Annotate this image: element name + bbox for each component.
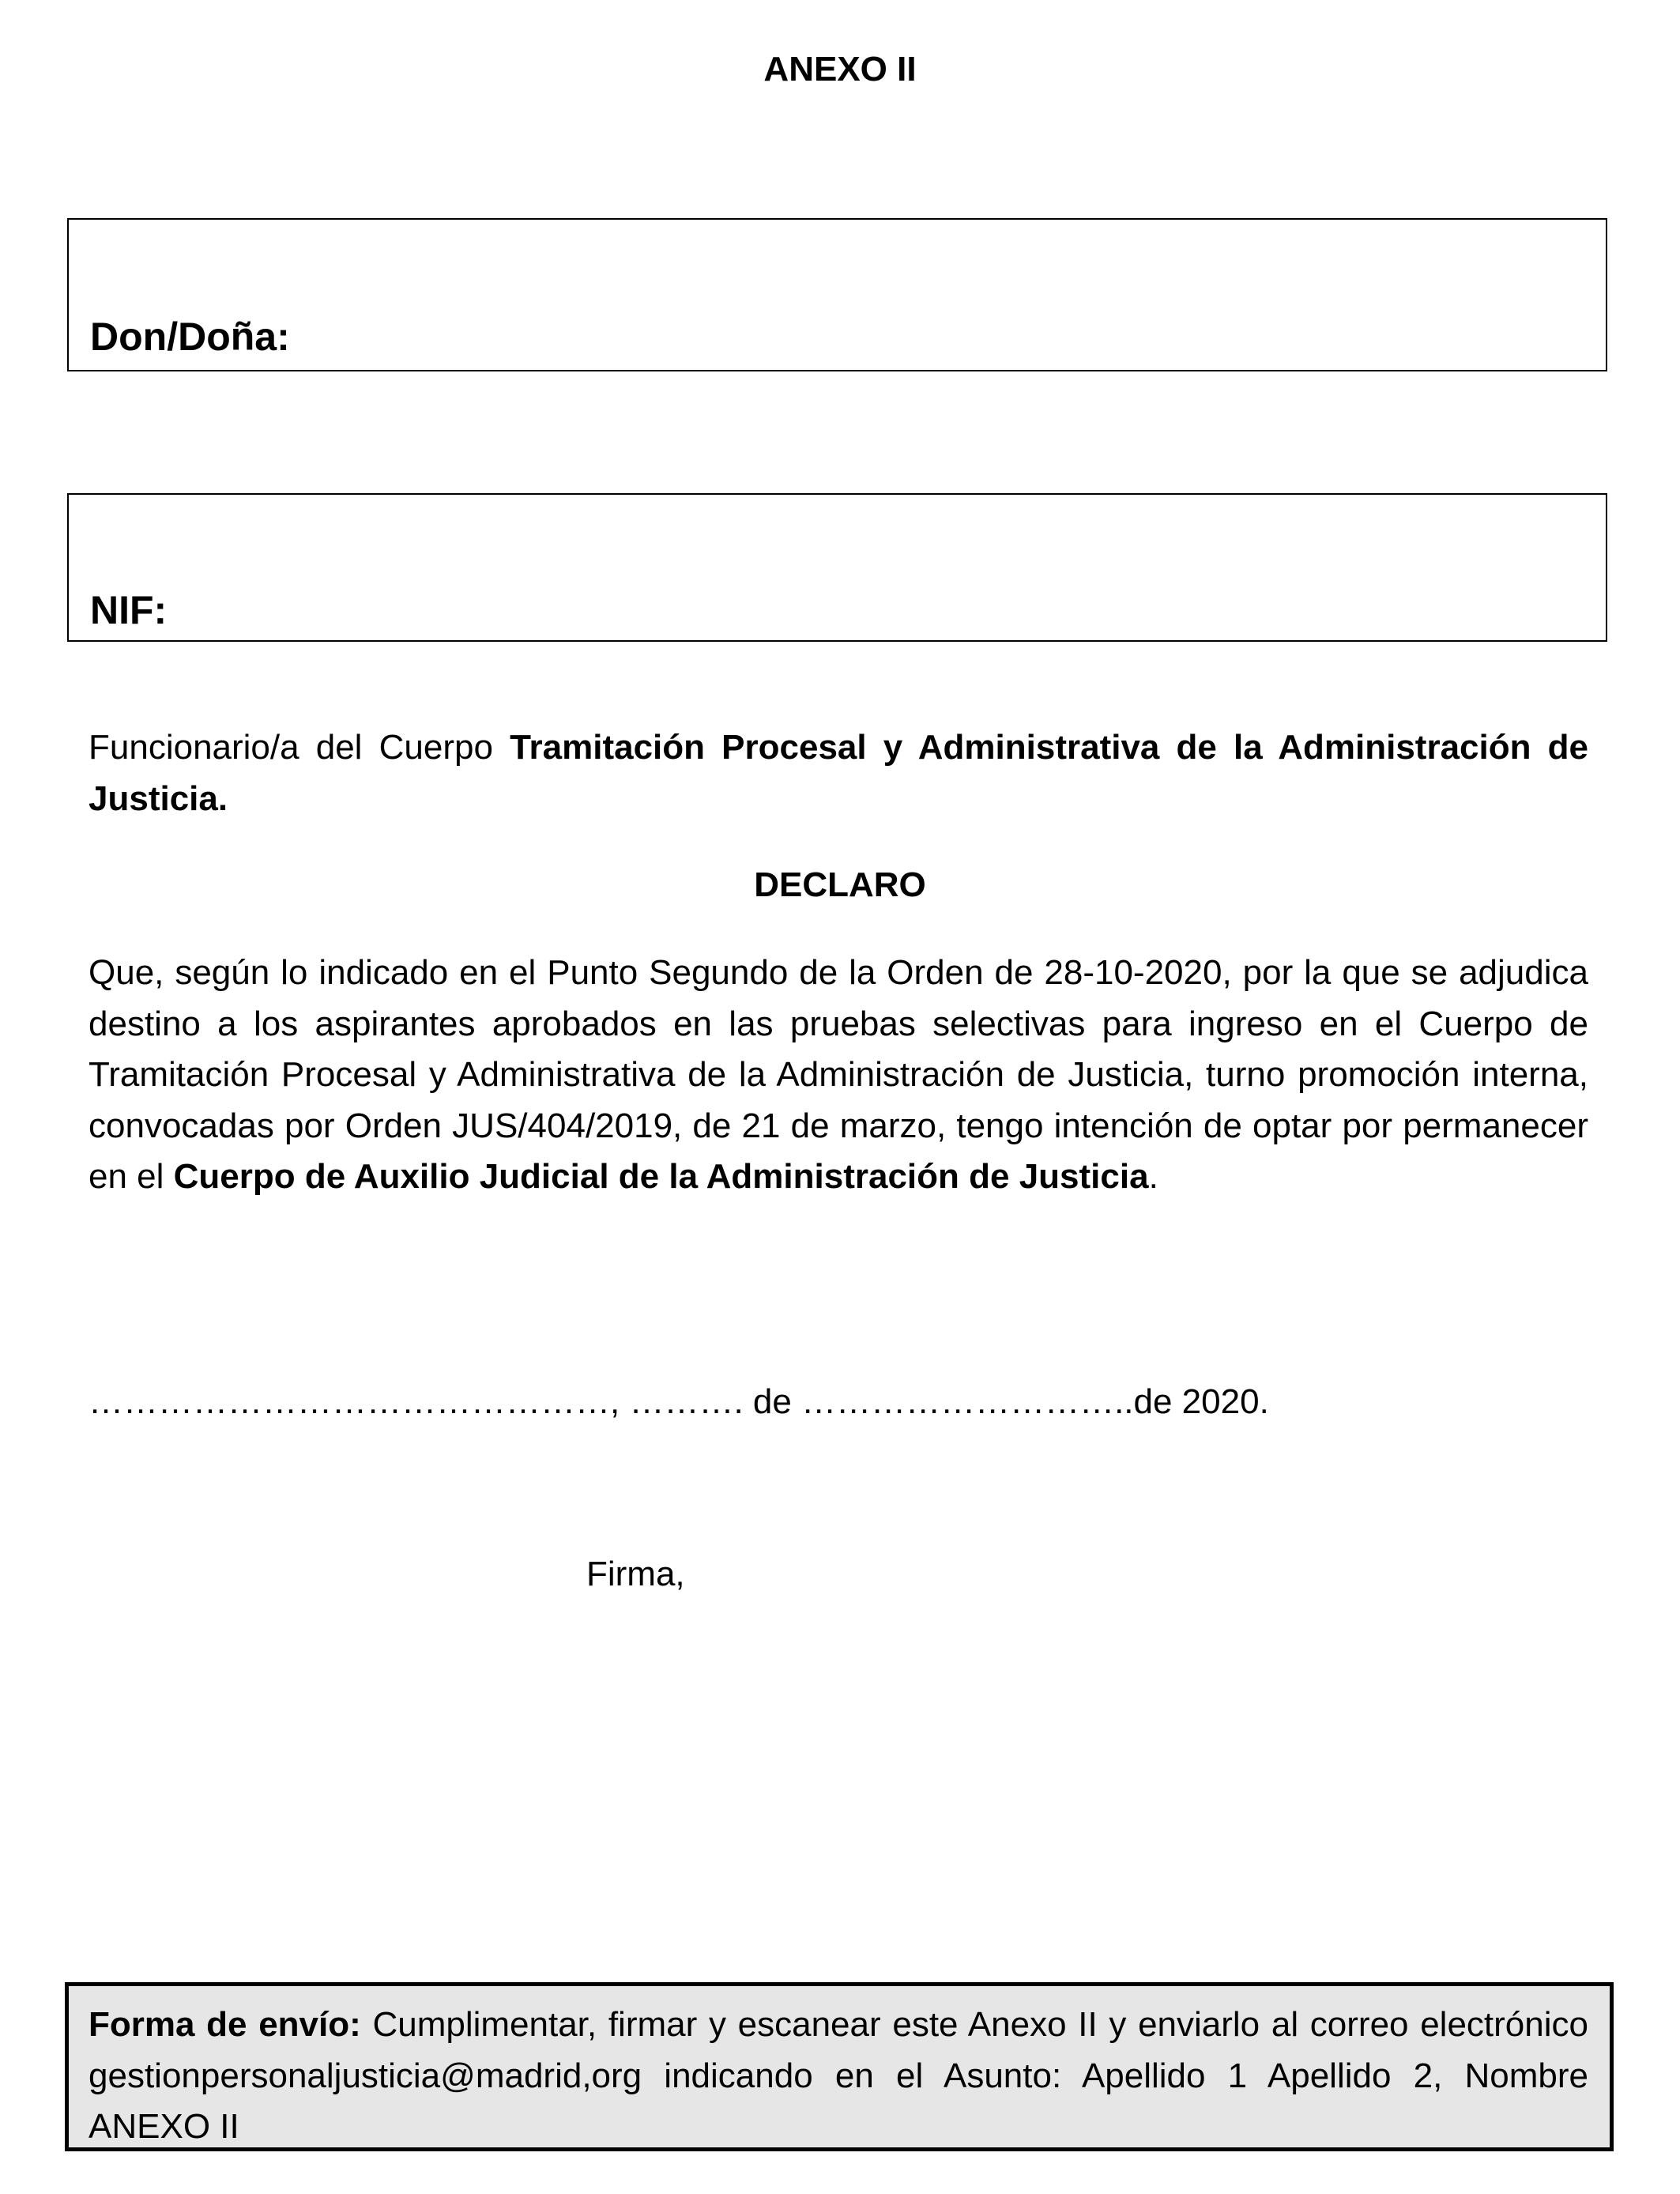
submission-instructions-text	[89, 2000, 1588, 2153]
don-dona-label: Don/Doña:	[90, 315, 290, 359]
place-date-line[interactable]: ………………………………………, ………. de ………………………..de 2020.	[89, 1382, 1269, 1421]
nif-label: NIF:	[90, 588, 168, 632]
signature-area[interactable]	[553, 1612, 1185, 1849]
funcionario-cuerpo: Tramitación Procesal y Administrativa de la Administración de Justicia.	[89, 728, 1588, 818]
signature-label: Firma,	[586, 1555, 685, 1593]
submission-label: Forma de envío:	[89, 2005, 361, 2044]
declaration-end: .	[1148, 1157, 1158, 1196]
declaration-text: Que, según lo indicado en el Punto Segundo de la Orden de 28-10-2020, por la que se adjudica destino a los aspirantes aprobados en las pruebas selectivas para ingreso en el Cuerpo de Tramitación Procesal y Administrativa de la Administración de Justicia, turno promoción interna, convocadas por Orden JUS/404/2019, de 21 de marzo, tengo intención de optar por permanecer en el	[89, 953, 1588, 1196]
declaration-paragraph	[89, 948, 1588, 1203]
submission-instructions-box	[65, 1982, 1614, 2151]
don-dona-field[interactable]	[67, 218, 1607, 371]
funcionario-paragraph	[89, 722, 1588, 824]
declaration-cuerpo: Cuerpo de Auxilio Judicial de la Administración de Justicia	[173, 1157, 1149, 1196]
document-title: ANEXO II	[763, 50, 917, 89]
nif-field[interactable]	[67, 493, 1607, 642]
submission-text: Cumplimentar, firmar y escanear este Anexo II y enviarlo al correo electrónico gestionpersonaljusticia@madrid,org indicando en el Asunto: Apellido 1 Apellido 2, Nombre ANEXO II	[89, 2005, 1588, 2146]
declaro-heading: DECLARO	[754, 865, 926, 904]
funcionario-prefix: Funcionario/a del Cuerpo	[89, 728, 510, 767]
